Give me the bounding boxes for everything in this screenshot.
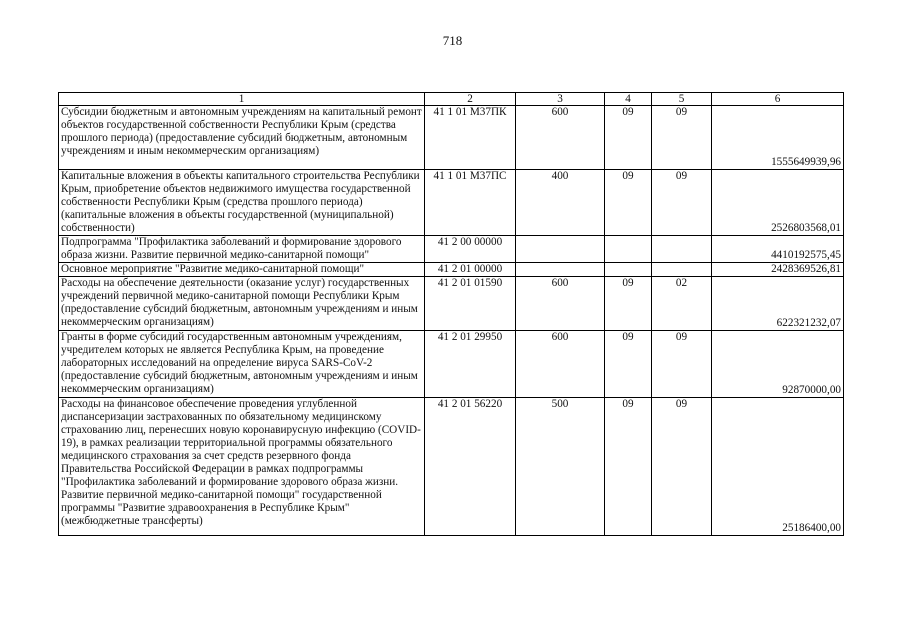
column-header-5: 5 [652, 93, 712, 106]
row-name: Капитальные вложения в объекты капитального строительства Республики Крым, приобретение объектов недвижимого имущества государственной собственности Республики Крым (средства прошлого периода) (капитальные вложения в объекты государственной (муниципальной) собственности) [59, 170, 425, 236]
row-col3 [516, 236, 605, 263]
table-row [59, 236, 844, 263]
row-col4 [605, 263, 652, 277]
row-sum: 1555649939,96 [712, 106, 844, 170]
table-header-row [59, 93, 844, 106]
row-code: 41 1 01 М37ПК [425, 106, 516, 170]
row-col4: 09 [605, 277, 652, 331]
row-code: 41 2 00 00000 [425, 236, 516, 263]
row-code: 41 2 01 00000 [425, 263, 516, 277]
row-col5: 02 [652, 277, 712, 331]
row-sum: 622321232,07 [712, 277, 844, 331]
budget-table [58, 92, 844, 536]
row-col3: 400 [516, 170, 605, 236]
row-col5: 09 [652, 331, 712, 398]
row-name: Основное мероприятие "Развитие медико-санитарной помощи" [59, 263, 425, 277]
row-name: Расходы на обеспечение деятельности (оказание услуг) государственных учреждений первичной медико-санитарной помощи Республики Крым (предоставление субсидий бюджетным, автономным учреждениям и иным некоммерческим организациям) [59, 277, 425, 331]
row-col3 [516, 263, 605, 277]
row-code: 41 2 01 56220 [425, 398, 516, 536]
table-row [59, 263, 844, 277]
column-header-2: 2 [425, 93, 516, 106]
row-col4: 09 [605, 331, 652, 398]
row-name: Подпрограмма "Профилактика заболеваний и формирование здорового образа жизни. Развитие первичной медико-санитарной помощи" [59, 236, 425, 263]
table-row [59, 106, 844, 170]
row-col4: 09 [605, 398, 652, 536]
column-header-6: 6 [712, 93, 844, 106]
row-col5: 09 [652, 106, 712, 170]
table-row [59, 170, 844, 236]
table-row [59, 277, 844, 331]
row-col3: 600 [516, 277, 605, 331]
row-name: Гранты в форме субсидий государственным автономным учреждениям, учредителем которых не является Республика Крым, на проведение лабораторных исследований на определение вируса SARS-CoV-2 (предоставление субсидий бюджетным, автономным учреждениям и иным некоммерческим организациям) [59, 331, 425, 398]
row-col3: 600 [516, 331, 605, 398]
row-code: 41 2 01 01590 [425, 277, 516, 331]
row-col4: 09 [605, 170, 652, 236]
row-sum: 25186400,00 [712, 398, 844, 536]
row-code: 41 2 01 29950 [425, 331, 516, 398]
table-row [59, 398, 844, 536]
row-col4 [605, 236, 652, 263]
row-code: 41 1 01 М37ПС [425, 170, 516, 236]
row-sum: 4410192575,45 [712, 236, 844, 263]
row-col3: 600 [516, 106, 605, 170]
row-sum: 2526803568,01 [712, 170, 844, 236]
row-col5: 09 [652, 398, 712, 536]
column-header-4: 4 [605, 93, 652, 106]
row-col3: 500 [516, 398, 605, 536]
table-row [59, 331, 844, 398]
row-col5 [652, 263, 712, 277]
row-col5 [652, 236, 712, 263]
row-name: Субсидии бюджетным и автономным учреждениям на капитальный ремонт объектов государственной собственности Республики Крым (средства прошлого периода) (предоставление субсидий бюджетным, автономным учреждениям и иным некоммерческим организациям) [59, 106, 425, 170]
row-col4: 09 [605, 106, 652, 170]
column-header-1: 1 [59, 93, 425, 106]
row-sum: 2428369526,81 [712, 263, 844, 277]
row-sum: 92870000,00 [712, 331, 844, 398]
row-col5: 09 [652, 170, 712, 236]
column-header-3: 3 [516, 93, 605, 106]
row-name: Расходы на финансовое обеспечение проведения углубленной диспансеризации застрахованных по обязательному медицинскому страхованию лиц, перенесших новую коронавирусную инфекцию (COVID-19), в рамках реализации территориальной программы обязательного медицинского страхования за счет средств резервного фонда Правительства Российской Федерации в рамках подпрограммы "Профилактика заболеваний и формирование здорового образа жизни. Развитие первичной медико-санитарной помощи" государственной программы "Развитие здравоохранения в Республике Крым" (межбюджетные трансферты) [59, 398, 425, 536]
page-number: 718 [442, 33, 463, 48]
